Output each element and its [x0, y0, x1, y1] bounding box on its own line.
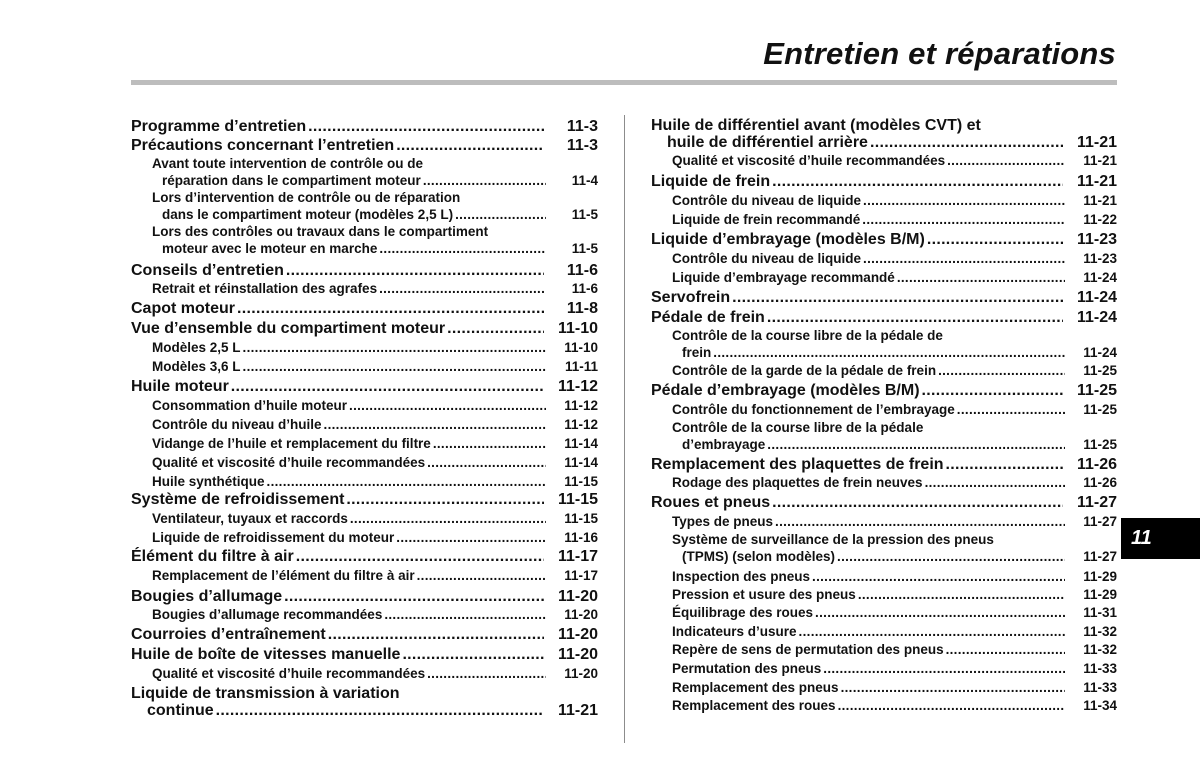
toc-entry[interactable]: [131, 491, 598, 509]
toc-page-number: 11-21: [1083, 153, 1117, 168]
dot-leader: [447, 320, 544, 338]
toc-entry[interactable]: [131, 378, 598, 396]
dot-leader: [324, 417, 546, 432]
dot-leader: [350, 511, 546, 526]
toc-entry-label: (TPMS) (selon modèles): [682, 549, 836, 564]
toc-subentry[interactable]: [131, 530, 598, 545]
toc-entry-first-line: Lors des contrôles ou travaux dans le compartiment: [152, 224, 489, 239]
toc-page-number: 11-5: [571, 241, 598, 256]
toc-entry-label: Système de refroidissement: [131, 491, 345, 508]
toc-page-number: 11-33: [1083, 661, 1117, 676]
toc-subentry[interactable]: [651, 680, 1117, 695]
toc-page-number: 11-24: [1076, 309, 1117, 326]
dot-leader: [897, 270, 1065, 285]
toc-subentry[interactable]: [131, 173, 598, 188]
toc-entry[interactable]: [651, 456, 1117, 474]
toc-subentry[interactable]: [131, 359, 598, 374]
toc-entry-label: Programme d’entretien: [131, 118, 307, 135]
toc-page-number: 11-8: [566, 300, 598, 317]
toc-entry-label: Liquide de refroidissement du moteur: [152, 530, 395, 545]
toc-entry-label: moteur avec le moteur en marche: [162, 241, 378, 256]
toc-page-number: 11-10: [564, 340, 598, 355]
dot-leader: [308, 118, 544, 136]
toc-entry-label: Huile de boîte de vitesses manuelle: [131, 646, 401, 663]
toc-subentry[interactable]: [651, 605, 1117, 620]
toc-entry-label: Inspection des pneus: [672, 569, 811, 584]
dot-leader: [946, 642, 1065, 657]
toc-entry-label: Remplacement des plaquettes de frein: [651, 456, 944, 473]
toc-entry[interactable]: [131, 118, 598, 136]
toc-entry[interactable]: [651, 309, 1117, 327]
dot-leader: [870, 134, 1063, 152]
toc-entry-label: Remplacement des roues: [672, 698, 836, 713]
toc-page-number: 11-31: [1083, 605, 1117, 620]
toc-entry-label: Capot moteur: [131, 300, 235, 317]
dot-leader: [231, 378, 544, 396]
dot-leader: [775, 514, 1065, 529]
toc-page-number: 11-4: [571, 173, 598, 188]
toc-subentry[interactable]: [131, 207, 598, 222]
toc-entry-label: Élément du filtre à air: [131, 548, 294, 565]
toc-entry-label: d’embrayage: [682, 437, 766, 452]
dot-leader: [284, 588, 544, 606]
toc-entry-first-line: Système de surveillance de la pression des pneus: [672, 532, 994, 547]
toc-page-number: 11-17: [564, 568, 598, 583]
toc-entry-first-line: Huile de différentiel avant (modèles CVT) et: [651, 117, 981, 134]
toc-page-number: 11-21: [1083, 193, 1117, 208]
dot-leader: [379, 241, 546, 256]
dot-leader: [216, 702, 544, 720]
toc-subentry[interactable]: [131, 568, 598, 583]
toc-subentry[interactable]: [651, 475, 1117, 490]
toc-page-number: 11-25: [1076, 382, 1117, 399]
toc-entry[interactable]: [131, 626, 598, 644]
dot-leader: [286, 262, 544, 280]
toc-page-number: 11-10: [557, 320, 598, 337]
toc-subentry[interactable]: [651, 698, 1117, 713]
toc-page-number: 11-25: [1083, 363, 1117, 378]
toc-entry-label: Équilibrage des roues: [672, 605, 814, 620]
toc-entry-label: Contrôle du fonctionnement de l’embrayage: [672, 402, 955, 417]
toc-entry-label: Permutation des pneus: [672, 661, 822, 676]
toc-entry-label: Retrait et réinstallation des agrafes: [152, 281, 378, 296]
toc-entry[interactable]: [651, 231, 1117, 249]
toc-entry-label: Liquide d’embrayage recommandé: [672, 270, 895, 285]
toc-entry-label: Ventilateur, tuyaux et raccords: [152, 511, 348, 526]
toc-entry-label: Précautions concernant l’entretien: [131, 137, 395, 154]
toc-entry-label: Remplacement de l’élément du filtre à air: [152, 568, 415, 583]
toc-entry[interactable]: [651, 382, 1117, 400]
dot-leader: [858, 587, 1065, 602]
toc-subentry[interactable]: [651, 569, 1117, 584]
toc-entry[interactable]: [131, 300, 598, 318]
toc-page-number: 11-12: [564, 398, 598, 413]
toc-page-number: 11-25: [1083, 402, 1117, 417]
toc-page-number: 11-34: [1083, 698, 1117, 713]
toc-page-number: 11-24: [1083, 270, 1117, 285]
toc-subentry[interactable]: [131, 511, 598, 526]
dot-leader: [243, 340, 546, 355]
chapter-tab: 11: [1121, 518, 1200, 559]
toc-subentry[interactable]: [651, 661, 1117, 676]
toc-entry-label: frein: [682, 345, 712, 360]
toc-entry-label: Liquide de frein recommandé: [672, 212, 861, 227]
toc-entry-label: Roues et pneus: [651, 494, 771, 511]
toc-page-number: 11-26: [1076, 456, 1117, 473]
toc-subentry[interactable]: [651, 642, 1117, 657]
toc-subentry[interactable]: [131, 607, 598, 622]
toc-page-number: 11-20: [557, 626, 598, 643]
toc-page-number: 11-14: [564, 455, 598, 470]
toc-entry[interactable]: [131, 588, 598, 606]
dot-leader: [947, 153, 1065, 168]
toc-entry-label: Consommation d’huile moteur: [152, 398, 348, 413]
toc-entry-label: Liquide de frein: [651, 173, 771, 190]
toc-page-number: 11-15: [564, 511, 598, 526]
page-title: Entretien et réparations: [763, 36, 1116, 71]
toc-page-number: 11-20: [564, 607, 598, 622]
toc-page-number: 11-14: [564, 436, 598, 451]
toc-page-number: 11-16: [564, 530, 598, 545]
dot-leader: [243, 359, 546, 374]
toc-entry-label: réparation dans le compartiment moteur: [162, 173, 421, 188]
toc-subentry[interactable]: [131, 281, 598, 296]
toc-page-number: 11-24: [1076, 289, 1117, 306]
toc-entry-label: Qualité et viscosité d’huile recommandées: [152, 455, 426, 470]
toc-entry[interactable]: [131, 548, 598, 566]
dot-leader: [349, 398, 546, 413]
toc-page-number: 11-22: [1083, 212, 1117, 227]
toc-page-number: 11-21: [1076, 173, 1117, 190]
dot-leader: [863, 193, 1065, 208]
toc-entry-label: Modèles 3,6 L: [152, 359, 241, 374]
toc-entry-label: Repère de sens de permutation des pneus: [672, 642, 944, 657]
toc-page-number: 11-17: [557, 548, 598, 565]
dot-leader: [837, 549, 1065, 564]
toc-subentry[interactable]: [131, 398, 598, 413]
toc-entry[interactable]: [131, 320, 598, 338]
toc-entry-label: Pression et usure des pneus: [672, 587, 856, 602]
toc-subentry[interactable]: [651, 270, 1117, 285]
toc-entry-label: huile de différentiel arrière: [667, 134, 868, 151]
dot-leader: [713, 345, 1065, 360]
dot-leader: [823, 661, 1065, 676]
toc-page-number: 11-26: [1083, 475, 1117, 490]
toc-subentry[interactable]: [651, 514, 1117, 529]
toc-entry[interactable]: [131, 646, 598, 664]
dot-leader: [427, 666, 546, 681]
toc-entry-label: Qualité et viscosité d’huile recommandées: [672, 153, 946, 168]
dot-leader: [862, 212, 1065, 227]
dot-leader: [328, 626, 544, 644]
dot-leader: [396, 137, 544, 155]
toc-page-number: 11-27: [1083, 549, 1117, 564]
dot-leader: [379, 281, 546, 296]
toc-subentry[interactable]: [651, 193, 1117, 208]
toc-entry-label: Liquide d’embrayage (modèles B/M): [651, 231, 925, 248]
toc-subentry[interactable]: [131, 340, 598, 355]
toc-subentry[interactable]: [131, 417, 598, 432]
dot-leader: [841, 680, 1065, 695]
toc-subentry[interactable]: [131, 474, 598, 489]
toc-entry-label: Types de pneus: [672, 514, 774, 529]
dot-leader: [863, 251, 1065, 266]
toc-subentry[interactable]: [131, 436, 598, 451]
toc-subentry[interactable]: [131, 455, 598, 470]
dot-leader: [427, 455, 546, 470]
toc-page-number: 11-24: [1083, 345, 1117, 360]
toc-subentry[interactable]: [651, 402, 1117, 417]
dot-leader: [396, 530, 546, 545]
toc-page-number: 11-29: [1083, 569, 1117, 584]
toc-entry-first-line: Contrôle de la course libre de la pédale de: [672, 328, 943, 343]
toc-entry-label: Vue d’ensemble du compartiment moteur: [131, 320, 446, 337]
dot-leader: [767, 309, 1063, 327]
toc-page-number: 11-25: [1083, 437, 1117, 452]
toc-page-number: 11-23: [1083, 251, 1117, 266]
toc-subentry[interactable]: [651, 587, 1117, 602]
toc-entry-label: Bougies d’allumage recommandées: [152, 607, 383, 622]
dot-leader: [957, 402, 1065, 417]
toc-page-number: 11-3: [566, 118, 598, 135]
toc-page-number: 11-12: [564, 417, 598, 432]
toc-subentry[interactable]: [651, 363, 1117, 378]
toc-page-number: 11-20: [557, 646, 598, 663]
toc-entry-label: Contrôle du niveau de liquide: [672, 193, 862, 208]
toc-entry[interactable]: [651, 173, 1117, 191]
dot-leader: [402, 646, 544, 664]
toc-page-number: 11-29: [1083, 587, 1117, 602]
toc-subentry[interactable]: [651, 153, 1117, 168]
toc-page-number: 11-5: [571, 207, 598, 222]
dot-leader: [927, 231, 1063, 249]
dot-leader: [455, 207, 546, 222]
toc-subentry[interactable]: [651, 345, 1117, 360]
toc-entry[interactable]: [131, 137, 598, 155]
dot-leader: [384, 607, 546, 622]
toc-subentry[interactable]: [651, 212, 1117, 227]
toc-entry-label: Rodage des plaquettes de frein neuves: [672, 475, 923, 490]
toc-entry-label: Huile synthétique: [152, 474, 265, 489]
dot-leader: [296, 548, 544, 566]
toc-page-number: 11-15: [564, 474, 598, 489]
column-divider: [624, 115, 625, 743]
toc-page-number: 11-23: [1076, 231, 1117, 248]
toc-page-number: 11-20: [564, 666, 598, 681]
dot-leader: [732, 289, 1063, 307]
toc-entry-label: dans le compartiment moteur (modèles 2,5 L): [162, 207, 454, 222]
toc-page-number: 11-21: [557, 702, 598, 719]
dot-leader: [267, 474, 546, 489]
toc-entry-label: Contrôle du niveau d’huile: [152, 417, 322, 432]
toc-entry-label: Bougies d’allumage: [131, 588, 283, 605]
title-underline-rule: [131, 80, 1117, 85]
toc-entry-first-line: Avant toute intervention de contrôle ou de: [152, 156, 424, 171]
toc-subentry[interactable]: [651, 549, 1117, 564]
toc-page-number: 11-27: [1083, 514, 1117, 529]
toc-entry-label: Contrôle de la garde de la pédale de frein: [672, 363, 937, 378]
toc-entry-label: Modèles 2,5 L: [152, 340, 241, 355]
toc-subentry[interactable]: [131, 666, 598, 681]
toc-entry-first-line: Liquide de transmission à variation: [131, 685, 400, 702]
dot-leader: [925, 475, 1065, 490]
toc-page-number: 11-12: [557, 378, 598, 395]
toc-entry-label: Remplacement des pneus: [672, 680, 839, 695]
toc-entry-label: Servofrein: [651, 289, 731, 306]
toc-entry-first-line: Contrôle de la course libre de la pédale: [672, 420, 924, 435]
toc-page-number: 11-32: [1083, 642, 1117, 657]
toc-page-number: 11-6: [571, 281, 598, 296]
toc-page-number: 11-20: [557, 588, 598, 605]
dot-leader: [812, 569, 1065, 584]
dot-leader: [946, 456, 1063, 474]
toc-page-number: 11-6: [566, 262, 598, 279]
toc-entry-label: Indicateurs d’usure: [672, 624, 797, 639]
dot-leader: [799, 624, 1065, 639]
toc-entry[interactable]: [651, 289, 1117, 307]
toc-entry-label: Huile moteur: [131, 378, 229, 395]
toc-entry-label: Contrôle du niveau de liquide: [672, 251, 862, 266]
dot-leader: [237, 300, 544, 318]
toc-page-number: 11-27: [1076, 494, 1117, 511]
toc-subentry[interactable]: [651, 624, 1117, 639]
toc-entry[interactable]: [131, 702, 598, 720]
toc-entry-label: Vidange de l’huile et remplacement du filtre: [152, 436, 431, 451]
toc-page-number: 11-21: [1076, 134, 1117, 151]
toc-entry-label: Pédale d’embrayage (modèles B/M): [651, 382, 920, 399]
toc-entry[interactable]: [131, 262, 598, 280]
toc-subentry[interactable]: [651, 251, 1117, 266]
toc-page-number: 11-3: [566, 137, 598, 154]
toc-entry[interactable]: [651, 494, 1117, 512]
toc-entry-label: Pédale de frein: [651, 309, 765, 326]
toc-entry-label: Qualité et viscosité d’huile recommandées: [152, 666, 426, 681]
dot-leader: [346, 491, 544, 509]
dot-leader: [772, 494, 1063, 512]
dot-leader: [815, 605, 1065, 620]
dot-leader: [423, 173, 546, 188]
toc-entry[interactable]: [651, 134, 1117, 152]
toc-subentry[interactable]: [651, 437, 1117, 452]
toc-entry-label: Conseils d’entretien: [131, 262, 284, 279]
toc-entry-label: Courroies d’entraînement: [131, 626, 326, 643]
dot-leader: [767, 437, 1065, 452]
toc-page-number: 11-15: [557, 491, 598, 508]
dot-leader: [922, 382, 1063, 400]
toc-entry-first-line: Lors d’intervention de contrôle ou de réparation: [152, 190, 461, 205]
dot-leader: [938, 363, 1065, 378]
toc-page-number: 11-33: [1083, 680, 1117, 695]
dot-leader: [772, 173, 1063, 191]
dot-leader: [417, 568, 546, 583]
dot-leader: [433, 436, 546, 451]
toc-page-number: 11-11: [564, 359, 598, 374]
toc-entry-label: continue: [147, 702, 214, 719]
toc-page-number: 11-32: [1083, 624, 1117, 639]
toc-subentry[interactable]: [131, 241, 598, 256]
dot-leader: [838, 698, 1065, 713]
